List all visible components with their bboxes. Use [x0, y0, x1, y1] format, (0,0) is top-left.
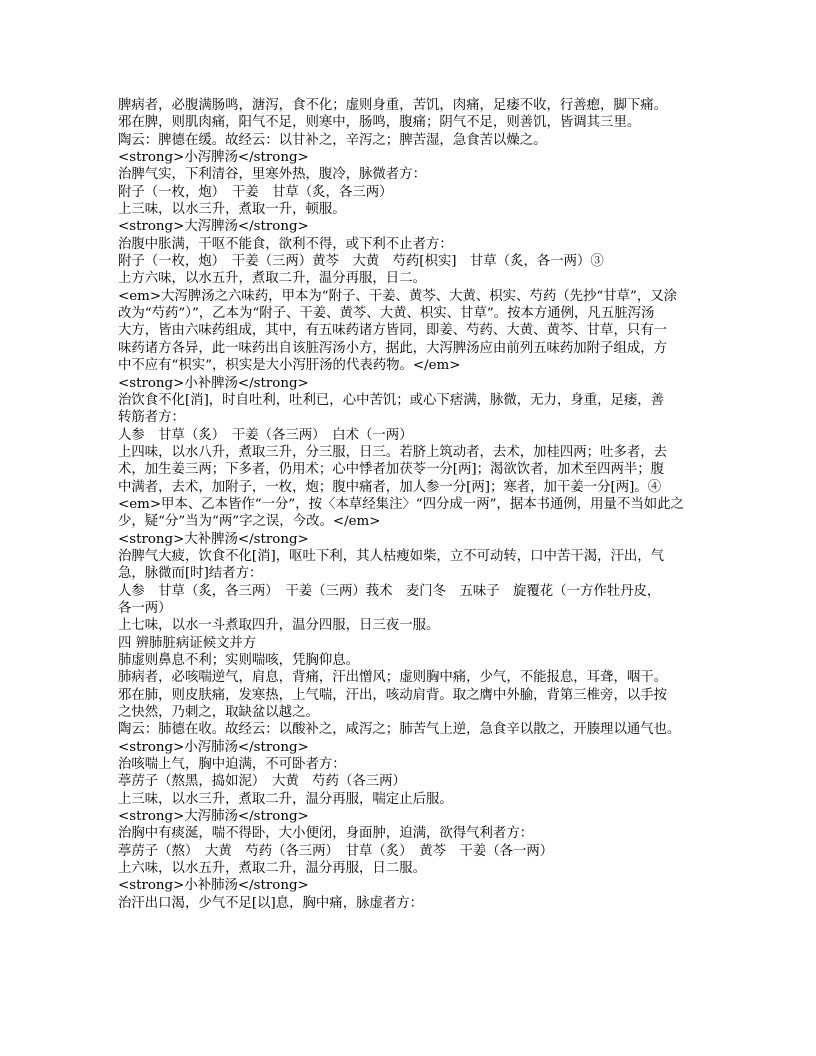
- text-line: 脾病者，必腹满肠鸣，溏泻，食不化；虚则身重，苦饥，肉痛，足痿不收，行善瘛，脚下痛。: [118, 98, 668, 113]
- recipe-heading: <strong>大补脾汤</strong>: [118, 531, 309, 547]
- text-line: 治脾气大疲，饮食不化[消]，呕吐下利，其人枯瘦如柴，立不可动转，口中苦干渴，汗出，气: [118, 548, 665, 564]
- recipe-heading: <strong>大泻脾汤</strong>: [118, 219, 309, 235]
- text-line: 肺虚则鼻息不利；实则喘咳，凭胸仰息。: [118, 653, 360, 668]
- ingredient-line: 附子（一枚，炮） 干姜（三两）黄芩 大黄 芍药[枳实] 甘草（炙，各一两）③: [118, 254, 604, 270]
- text-line: 邪在脾，则肌肉痛，阳气不足，则寒中，肠鸣，腹痛；阴气不足，则善饥，皆调其三里。: [118, 115, 641, 131]
- ingredient-line: 葶苈子（熬） 大黄 芍药（各三两） 甘草（炙） 黄芩 干姜（各一两）: [118, 843, 554, 859]
- text-line: 陶云：脾德在缓。故经云：以甘补之，辛泻之；脾苦湿，急食苦以燥之。: [118, 132, 547, 148]
- ingredient-line: 葶苈子（熬黑，捣如泥） 大黄 芍药（各三两）: [118, 774, 406, 790]
- recipe-heading: <strong>小泻肺汤</strong>: [118, 739, 309, 755]
- annotation-line: 味药诸方各异，此一味药出自该脏泻汤小方，据此，大泻脾汤应由前列五味药加附子组成，方: [118, 340, 668, 356]
- text-line: 上三味，以水三升，煮取一升，顿服。: [118, 202, 346, 218]
- ingredient-line: 人参 甘草（炙） 干姜（各三两） 白术（一两）: [118, 427, 413, 443]
- document-page: [118, 97, 704, 912]
- recipe-heading: <strong>小泻脾汤</strong>: [118, 150, 309, 166]
- annotation-line: 中不应有“枳实”，枳实是大小泻肝汤的代表药物。</em>: [118, 358, 461, 374]
- text-line: 治饮食不化[消]，时自吐利，吐利已，心中苦饥；或心下痞满，脉微，无力，身重，足痿，善: [118, 392, 665, 408]
- text-line: 治脾气实，下利清谷，里寒外热，腹冷，脉微者方：: [118, 167, 426, 183]
- text-line: 术，加生姜三两；下多者，仍用术；心中悸者加茯苓一分[两]；渴欲饮者，加术至四两半；腹: [118, 462, 665, 478]
- recipe-heading: <strong>小补脾汤</strong>: [118, 375, 309, 391]
- text-line: 上方六味，以水五升，煮取二升，温分再服，日二。: [118, 271, 426, 287]
- text-line: 陶云：肺德在收。故经云：以酸补之，咸泻之；肺苦气上逆，急食辛以散之，开腠理以通气也。: [118, 722, 681, 738]
- text-line: 上七味，以水一斗煮取四升，温分四服，日三夜一服。: [118, 618, 440, 634]
- text-line: 治汗出口渴，少气不足[以]息，胸中痛，脉虚者方：: [118, 895, 424, 911]
- text-line: 邪在肺，则皮肤痛，发寒热，上气喘，汗出，咳动肩背。取之膺中外腧，背第三椎旁，以手按: [118, 687, 668, 703]
- text-line: 转筋者方：: [118, 410, 185, 426]
- text-line: 急，脉微而[时]结者方：: [118, 566, 263, 582]
- text-line: 治咳喘上气，胸中迫满，不可卧者方：: [118, 757, 346, 773]
- text-line: 上六味，以水五升，煮取二升，温分再服，日二服。: [118, 861, 426, 877]
- ingredient-line: 各一两）: [118, 600, 172, 616]
- text-line: 之快然，乃刺之，取缺盆以越之。: [118, 705, 319, 721]
- text-line: 治腹中胀满，干呕不能食，欲利不得，或下利不止者方：: [118, 236, 453, 252]
- text-line: 上三味，以水三升，煮取二升，温分再服，喘定止后服。: [118, 791, 453, 807]
- annotation-line: 少，疑“分”当为“两”字之误，今改。</em>: [118, 514, 381, 530]
- section-heading: 四 辨肺脏病证候文并方: [118, 635, 257, 651]
- annotation-line: 大方，皆由六味药组成，其中，有五味药诸方皆同，即姜、芍药、大黄、黄芩、甘草，只有一: [118, 323, 668, 339]
- annotation-line: 改为“芍药”）”，乙本为“附子、干姜、黄芩、大黄、枳实、甘草”。按本方通例，凡五脏泻汤: [118, 306, 655, 322]
- annotation-line: <em>大泻脾汤之六味药，甲本为“附子、干姜、黄芩、大黄、枳实、芍药（先抄“甘草”，又涂: [118, 288, 678, 304]
- recipe-heading: <strong>大泻肺汤</strong>: [118, 809, 309, 825]
- text-line: 上四味，以水八升，煮取三升，分三服，日三。若脐上筑动者，去术，加桂四两；吐多者，去: [118, 444, 668, 460]
- ingredient-line: 人参 甘草（炙，各三两） 干姜（三两）莪术 麦门冬 五味子 旋覆花（一方作牡丹皮，: [118, 583, 661, 599]
- recipe-heading: <strong>小补肺汤</strong>: [118, 878, 309, 894]
- text-line: 治胸中有痰涎，喘不得卧，大小便闭，身面肿，迫满，欲得气利者方：: [118, 826, 534, 842]
- ingredient-line: 附子（一枚，炮） 干姜 甘草（炙，各三两）: [118, 184, 393, 200]
- annotation-line: <em>甲本、乙本皆作“一分”，按〈本草经集注〉“四分成一两”，据本书通例，用量不当如此之: [118, 496, 684, 512]
- text-line: 中满者，去术，加附子，一枚，炮；腹中痛者，加人参一分[两]；寒者，加干姜一分[两]。④: [118, 479, 662, 495]
- text-line: 肺病者，必咳喘逆气，肩息，背痛，汗出憎风；虚则胸中痛，少气，不能报息，耳聋，咽干。: [118, 670, 668, 686]
